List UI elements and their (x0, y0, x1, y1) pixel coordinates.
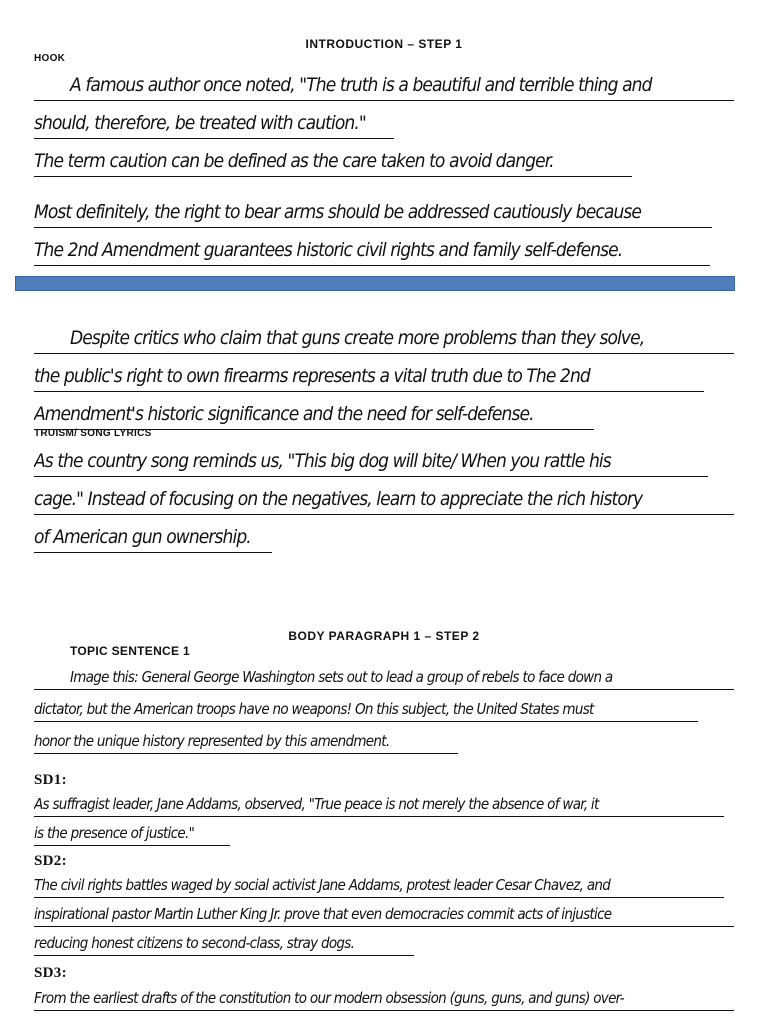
sd3-label: SD3: (34, 965, 67, 981)
text-line: The term caution can be defined as the care taken to avoid danger. (34, 139, 632, 177)
body1-title: BODY PARAGRAPH 1 – STEP 2 (288, 629, 480, 643)
text-line: The civil rights battles waged by social activist Jane Addams, protest leader Cesar Chavez, and (34, 869, 724, 898)
sd1-text (34, 788, 734, 846)
topic-sentence-text (34, 658, 734, 754)
text-line: A famous author once noted, "The truth is a beautiful and terrible thing and (34, 63, 734, 101)
text-line: of American gun ownership. (34, 515, 272, 553)
text-line: As the country song reminds us, "This big dog will bite/ When you rattle his (34, 439, 708, 477)
text-line: honor the unique history represented by this amendment. (34, 722, 458, 754)
sd3-text (34, 982, 734, 1011)
sd2-text (34, 869, 734, 956)
text-line: The 2nd Amendment guarantees historic civil rights and family self-defense. (34, 228, 710, 266)
claim-text (34, 316, 734, 430)
text-line: the public's right to own firearms represents a vital truth due to The 2nd (34, 354, 704, 392)
text-line: dictator, but the American troops have no weapons! On this subject, the United States must (34, 690, 698, 722)
text-line: As suffragist leader, Jane Addams, observed, "True peace is not merely the absence of war, it (34, 788, 724, 817)
text-line: Image this: General George Washington sets out to lead a group of rebels to face down a (34, 658, 734, 690)
text-line: From the earliest drafts of the constitution to our modern obsession (guns, guns, and guns) over- (34, 982, 734, 1011)
hook-label: HOOK (34, 53, 66, 64)
text-line: cage." Instead of focusing on the negatives, learn to appreciate the rich history (34, 477, 734, 515)
text-line: Amendment's historic significance and the need for self-defense. (34, 392, 594, 430)
sd2-label: SD2: (34, 853, 67, 869)
truism-label: TRUISM/ SONG LYRICS (34, 428, 152, 439)
thesis-text (34, 190, 734, 266)
text-line: Despite critics who claim that guns create more problems than they solve, (34, 316, 734, 354)
topic-sentence-label: TOPIC SENTENCE 1 (70, 644, 190, 658)
sd1-label: SD1: (34, 772, 67, 788)
hook-text (34, 63, 734, 177)
truism-text (34, 439, 734, 553)
text-line: should, therefore, be treated with caution." (34, 101, 394, 139)
text-line: reducing honest citizens to second-class, stray dogs. (34, 927, 414, 956)
intro-title: INTRODUCTION – STEP 1 (305, 37, 463, 51)
text-line: is the presence of justice." (34, 817, 230, 846)
text-line: Most definitely, the right to bear arms should be addressed cautiously because (34, 190, 712, 228)
section-divider-bar (15, 276, 735, 291)
text-line: inspirational pastor Martin Luther King Jr. prove that even democracies commit acts of injustice (34, 898, 734, 927)
